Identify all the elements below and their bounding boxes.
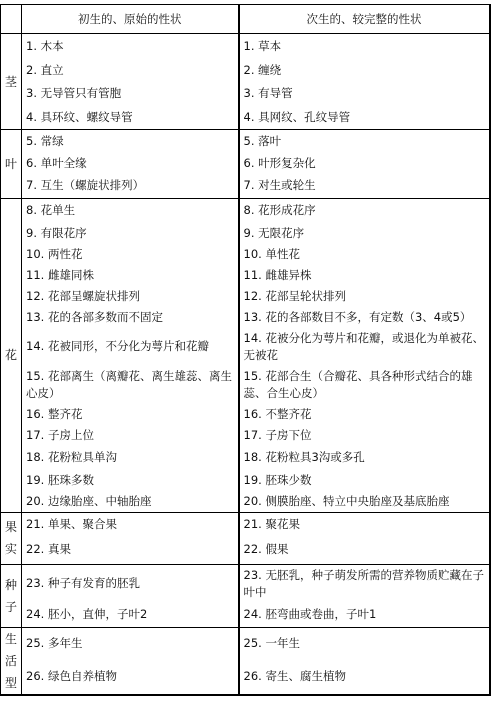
table-row (1, 174, 490, 199)
table-row (1, 81, 490, 106)
primitive-trait-cell: 2. 直立 (22, 60, 239, 81)
advanced-trait-cell: 6. 叶形复杂化 (243, 155, 316, 170)
organ-cell: 叶 (1, 130, 22, 199)
advanced-trait-cell: 10. 单性花 (243, 246, 300, 261)
advanced-trait-cell: 14. 花被分化为萼片和花瓣，或退化为单被花、无被花 (243, 330, 484, 362)
primitive-trait-cell: 14. 花被同形，不分化为萼片和花瓣 (22, 328, 239, 366)
table-row (1, 512, 490, 536)
table-row (1, 307, 490, 328)
advanced-trait-cell: 19. 胚珠少数 (243, 472, 312, 487)
advanced-trait-cell: 9. 无限花序 (243, 225, 305, 240)
table-row (1, 286, 490, 307)
table-row (1, 491, 490, 513)
table-row (1, 223, 490, 244)
table-row (1, 628, 490, 659)
table-row (1, 425, 490, 446)
table-row (1, 328, 490, 366)
primitive-trait-cell: 24. 胚小，直伸，子叶2 (22, 603, 239, 628)
primitive-trait-cell: 16. 整齐花 (22, 404, 239, 425)
table-row (1, 153, 490, 174)
advanced-trait-cell: 13. 花的各部数目不多，有定数（3、4或5） (243, 309, 472, 324)
table-row (1, 658, 490, 695)
advanced-trait-cell: 20. 侧膜胎座、特立中央胎座及基底胎座 (239, 491, 490, 513)
table-row (1, 106, 490, 130)
table-row (1, 536, 490, 564)
table-row (1, 446, 490, 470)
table-row (1, 199, 490, 223)
primitive-trait-cell: 13. 花的各部多数而不固定 (22, 307, 239, 328)
primitive-trait-cell: 10. 两性花 (22, 244, 239, 265)
table-header (1, 5, 490, 34)
primitive-trait-cell: 8. 花单生 (22, 199, 239, 223)
primitive-trait-cell: 11. 雌雄同株 (22, 265, 239, 286)
primitive-trait-cell: 12. 花部呈螺旋状排列 (22, 286, 239, 307)
primitive-trait-cell: 26. 绿色自养植物 (22, 658, 239, 695)
table-row (1, 130, 490, 153)
advanced-trait-cell: 21. 聚花果 (243, 516, 300, 531)
organ-cell: 生活型 (1, 628, 22, 696)
primitive-trait-cell: 6. 单叶全缘 (22, 153, 239, 174)
table-row (1, 244, 490, 265)
primitive-trait-cell: 17. 子房上位 (22, 425, 239, 446)
primitive-trait-cell: 21. 单果、聚合果 (22, 512, 239, 536)
advanced-trait-cell: 16. 不整齐花 (243, 406, 312, 421)
advanced-trait-cell: 7. 对生或轮生 (239, 174, 490, 199)
organ-column-header (1, 5, 22, 34)
organ-cell: 果实 (1, 512, 22, 564)
advanced-trait-cell: 5. 落叶 (243, 133, 282, 148)
organ-cell: 种子 (1, 564, 22, 628)
advanced-trait-cell: 25. 一年生 (243, 635, 300, 650)
organ-cell: 花 (1, 199, 22, 513)
primitive-trait-cell: 1. 木本 (22, 34, 239, 60)
primitive-trait-cell: 25. 多年生 (22, 628, 239, 659)
advanced-trait-cell: 17. 子房下位 (243, 427, 312, 442)
advanced-trait-cell: 11. 雌雄异株 (243, 267, 312, 282)
advanced-trait-cell: 2. 缠绕 (243, 62, 282, 77)
organ-cell: 茎 (1, 34, 22, 130)
primitive-column-header: 初生的、原始的性状 (22, 5, 239, 34)
table-row (1, 470, 490, 491)
table-row (1, 404, 490, 425)
primitive-trait-cell: 18. 花粉粒具单沟 (22, 446, 239, 470)
table-row (1, 265, 490, 286)
table-row (1, 603, 490, 628)
advanced-trait-cell: 15. 花部合生（合瓣花、具各种形式结合的雄蕊、合生心皮） (243, 368, 473, 400)
advanced-trait-cell: 26. 寄生、腐生植物 (243, 668, 346, 683)
primitive-trait-cell: 23. 种子有发育的胚乳 (22, 564, 239, 603)
primitive-trait-cell: 22. 真果 (22, 536, 239, 564)
trait-comparison-table (0, 4, 491, 696)
table-row (1, 60, 490, 81)
table-row (1, 366, 490, 404)
primitive-trait-cell: 20. 边缘胎座、中轴胎座 (22, 491, 239, 513)
advanced-trait-cell: 3. 有导管 (243, 85, 293, 100)
advanced-trait-cell: 18. 花粉粒具3沟或多孔 (243, 450, 365, 464)
advanced-trait-cell: 4. 具网纹、孔纹导管 (239, 106, 490, 130)
primitive-trait-cell: 19. 胚珠多数 (22, 470, 239, 491)
primitive-trait-cell: 5. 常绿 (22, 130, 239, 153)
primitive-trait-cell: 7. 互生（螺旋状排列） (22, 174, 239, 199)
table-row (1, 564, 490, 603)
advanced-trait-cell: 8. 花形成花序 (243, 203, 316, 218)
advanced-trait-cell: 22. 假果 (239, 536, 490, 564)
advanced-trait-cell: 24. 胚弯曲或卷曲，子叶1 (239, 603, 490, 628)
header-row (1, 5, 490, 34)
primitive-trait-cell: 3. 无导管只有管胞 (22, 81, 239, 106)
primitive-trait-cell: 9. 有限花序 (22, 223, 239, 244)
advanced-trait-cell: 1. 草本 (243, 39, 282, 54)
advanced-trait-cell: 12. 花部呈轮状排列 (243, 288, 346, 303)
table-row (1, 34, 490, 60)
primitive-trait-cell: 15. 花部离生（离瓣花、离生雄蕊、离生心皮） (22, 366, 239, 404)
table-body (1, 34, 490, 696)
primitive-trait-cell: 4. 具环纹、螺纹导管 (22, 106, 239, 130)
advanced-column-header: 次生的、较完整的性状 (239, 5, 490, 34)
advanced-trait-cell: 23. 无胚乳，种子萌发所需的营养物质贮藏在子叶中 (243, 567, 484, 599)
